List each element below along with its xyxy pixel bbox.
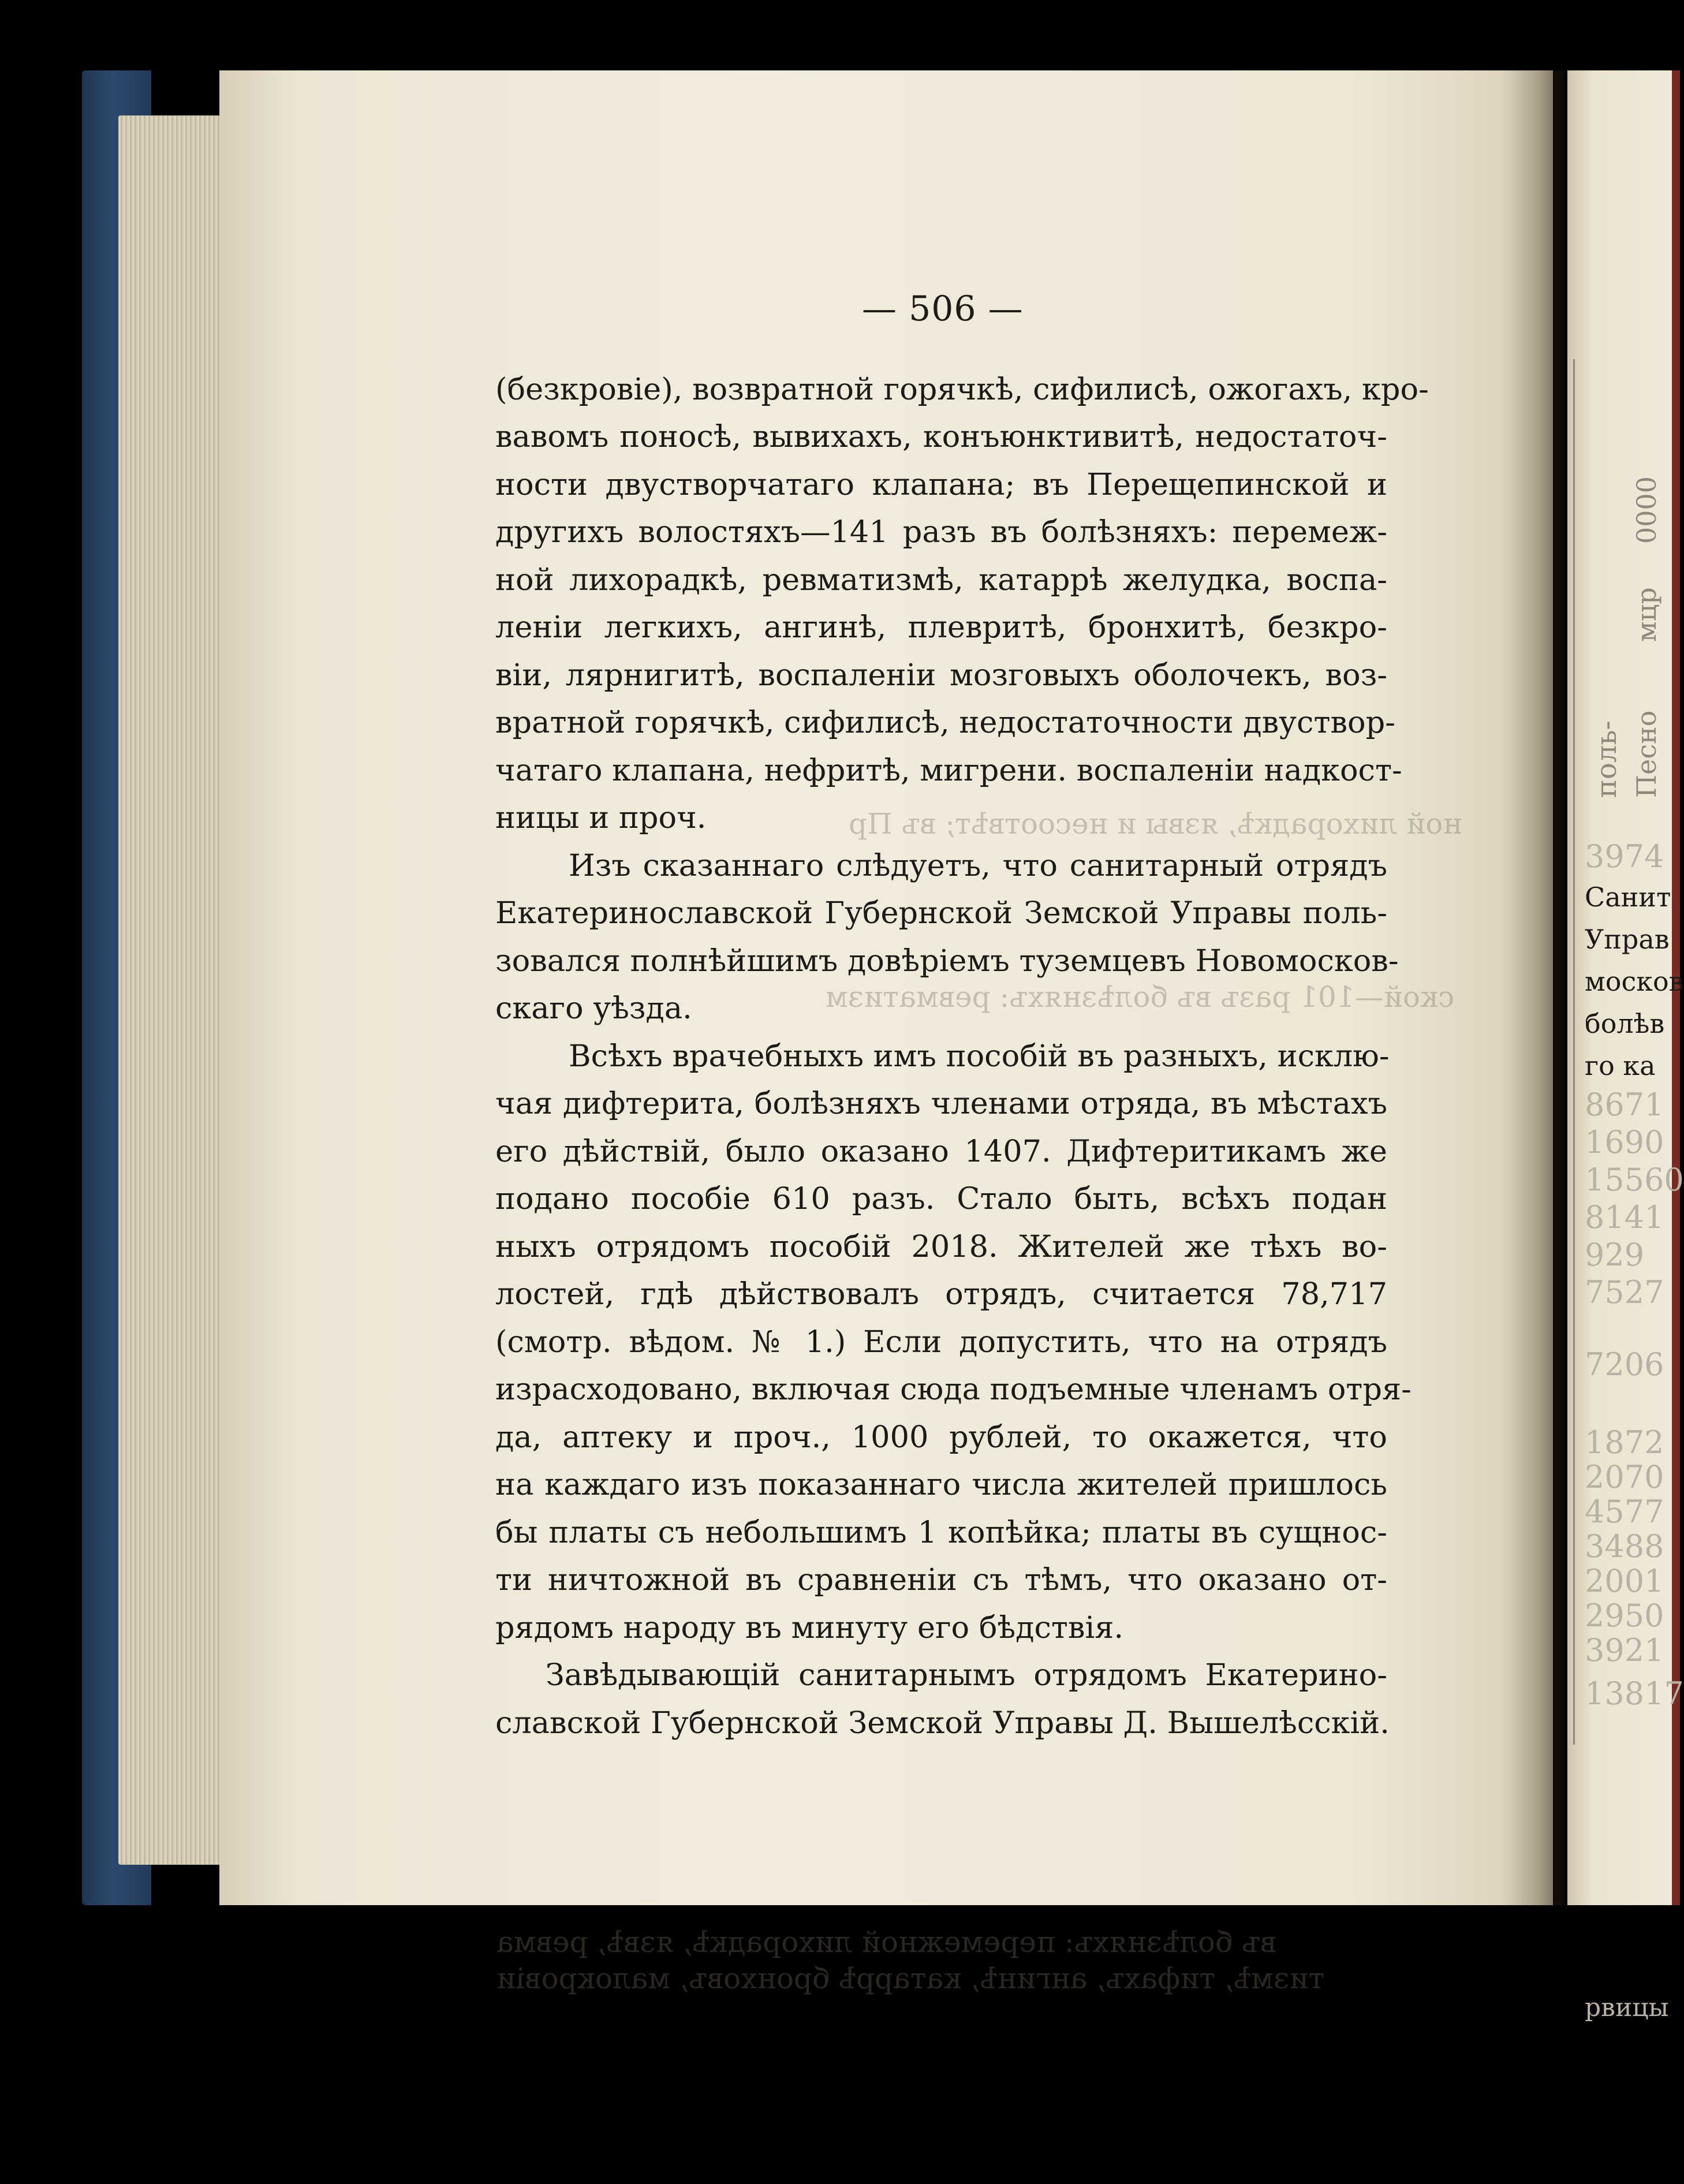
bleed-through-text: въ болѣзняхъ: перемежной лихорадкѣ, язвѣ, ревма (496, 1925, 1277, 1959)
text-line: ной лихорадкѣ, ревматизмѣ, катаррѣ желудка, воспа- (495, 562, 1387, 598)
text-line: на каждаго изъ показаннаго числа жителей пришлось (495, 1467, 1387, 1502)
facing-number: 3488 (1585, 1528, 1664, 1565)
text-line: зовался полнѣйшимъ довѣріемъ туземцевъ Новомосков- (495, 943, 1399, 979)
text-line: израсходовано, включая сюда подъемные членамъ отря- (495, 1372, 1412, 1407)
text-line: другихъ волостяхъ—141 разъ въ болѣзняхъ: перемеж- (495, 514, 1387, 550)
text-line: Екатеринославской Губернской Земской Управы поль- (495, 895, 1387, 931)
facing-number: 1690 (1585, 1124, 1664, 1160)
facing-text-line: го ка (1585, 1050, 1656, 1081)
facing-number: 3974 (1585, 838, 1664, 875)
facing-number: 8671 (1585, 1087, 1664, 1123)
facing-number: 2001 (1585, 1563, 1664, 1599)
facing-number: 7527 (1585, 1274, 1664, 1311)
facing-number: 2070 (1585, 1459, 1664, 1495)
facing-rule (1573, 359, 1575, 1745)
facing-bottom-word: рвицы (1585, 1993, 1669, 2022)
text-line: Всѣхъ врачебныхъ имъ пособій въ разныхъ, исклю- (569, 1039, 1390, 1074)
facing-text-line: Управ (1585, 924, 1670, 955)
facing-rotated-text: 0000 (1631, 476, 1662, 544)
facing-number: 4577 (1585, 1494, 1664, 1530)
signature-line: Завѣдывающій санитарнымъ отрядомъ Екатерино- (546, 1657, 1387, 1693)
gutter-shadow (1501, 70, 1564, 1905)
text-line: (смотр. вѣдом. № 1.) Если допустить, что на отрядъ (495, 1324, 1387, 1360)
facing-text-line: Санит (1585, 882, 1671, 913)
text-line: рядомъ народу въ минуту его бѣдствія. (495, 1610, 1124, 1645)
text-line: скаго уѣзда. (495, 991, 692, 1026)
text-line: его дѣйствій, было оказано 1407. Дифтеритикамъ же (495, 1134, 1387, 1169)
facing-number: 13817 (1585, 1675, 1684, 1712)
text-line: ности двустворчатаго клапана; въ Перещепинской и (495, 467, 1387, 502)
facing-rotated-text: поль- (1590, 720, 1623, 798)
bleed-through-text: ской—101 разъ въ болѣзняхъ: ревматизм (826, 980, 1455, 1014)
facing-number: 3921 (1585, 1632, 1664, 1668)
text-line: вратной горячкѣ, сифилисѣ, недостаточности двуствор- (495, 705, 1396, 740)
facing-number: 8141 (1585, 1199, 1664, 1235)
facing-number: 15560 (1585, 1162, 1684, 1198)
text-line: подано пособіе 610 разъ. Стало быть, всѣхъ подан (495, 1181, 1387, 1216)
facing-number: 7206 (1585, 1346, 1664, 1383)
page-number: — 506 — (862, 289, 1024, 329)
text-line: ти ничтожной въ сравненіи съ тѣмъ, что оказано от- (495, 1562, 1387, 1597)
text-line: Изъ сказаннаго слѣдуетъ, что санитарный отрядъ (569, 848, 1387, 883)
text-line: леніи легкихъ, ангинѣ, плевритѣ, бронхитѣ, безкро- (495, 610, 1387, 645)
facing-page (1567, 70, 1684, 2022)
text-line: чатаго клапана, нефритѣ, мигрени. воспаленіи надкост- (495, 753, 1402, 788)
facing-rotated-text: мцр (1631, 587, 1662, 642)
bleed-through-text: ной лихорадкѣ, язвы и несоотвѣт; въ Пр (849, 807, 1462, 841)
facing-text-line: болѣв (1585, 1008, 1665, 1039)
facing-number: 929 (1585, 1237, 1645, 1273)
facing-number: 2950 (1585, 1597, 1664, 1634)
text-line: вавомъ поносѣ, вывихахъ, конъюнктивитѣ, недостаточ- (495, 419, 1387, 454)
facing-number: 1872 (1585, 1424, 1664, 1461)
text-line: бы платы съ небольшимъ 1 копѣйка; платы въ сущнос- (495, 1515, 1387, 1550)
facing-text-line: москов (1585, 966, 1684, 997)
signature-line: славской Губернской Земской Управы Д. Вышелѣсскій. (495, 1705, 1390, 1741)
text-line: чая дифтерита, болѣзняхъ членами отряда, въ мѣстахъ (495, 1086, 1387, 1121)
facing-rotated-text: Песно (1631, 710, 1662, 798)
text-line: лостей, гдѣ дѣйствовалъ отрядъ, считается 78,717 (495, 1276, 1387, 1312)
text-line: (безкровіе), возвратной горячкѣ, сифилисѣ, ожогахъ, кро- (495, 372, 1429, 407)
text-line: да, аптеку и проч., 1000 рублей, то окажется, что (495, 1420, 1387, 1455)
text-line: ницы и проч. (495, 800, 707, 835)
text-line: віи, лярнигитѣ, воспаленіи мозговыхъ оболочекъ, воз- (495, 658, 1387, 693)
text-line: ныхъ отрядомъ пособій 2018. Жителей же тѣхъ во- (495, 1229, 1387, 1264)
bleed-through-text: тизмѣ, тифахъ, ангинѣ, катаррѣ бронховъ, малокровіи (496, 1962, 1325, 1995)
